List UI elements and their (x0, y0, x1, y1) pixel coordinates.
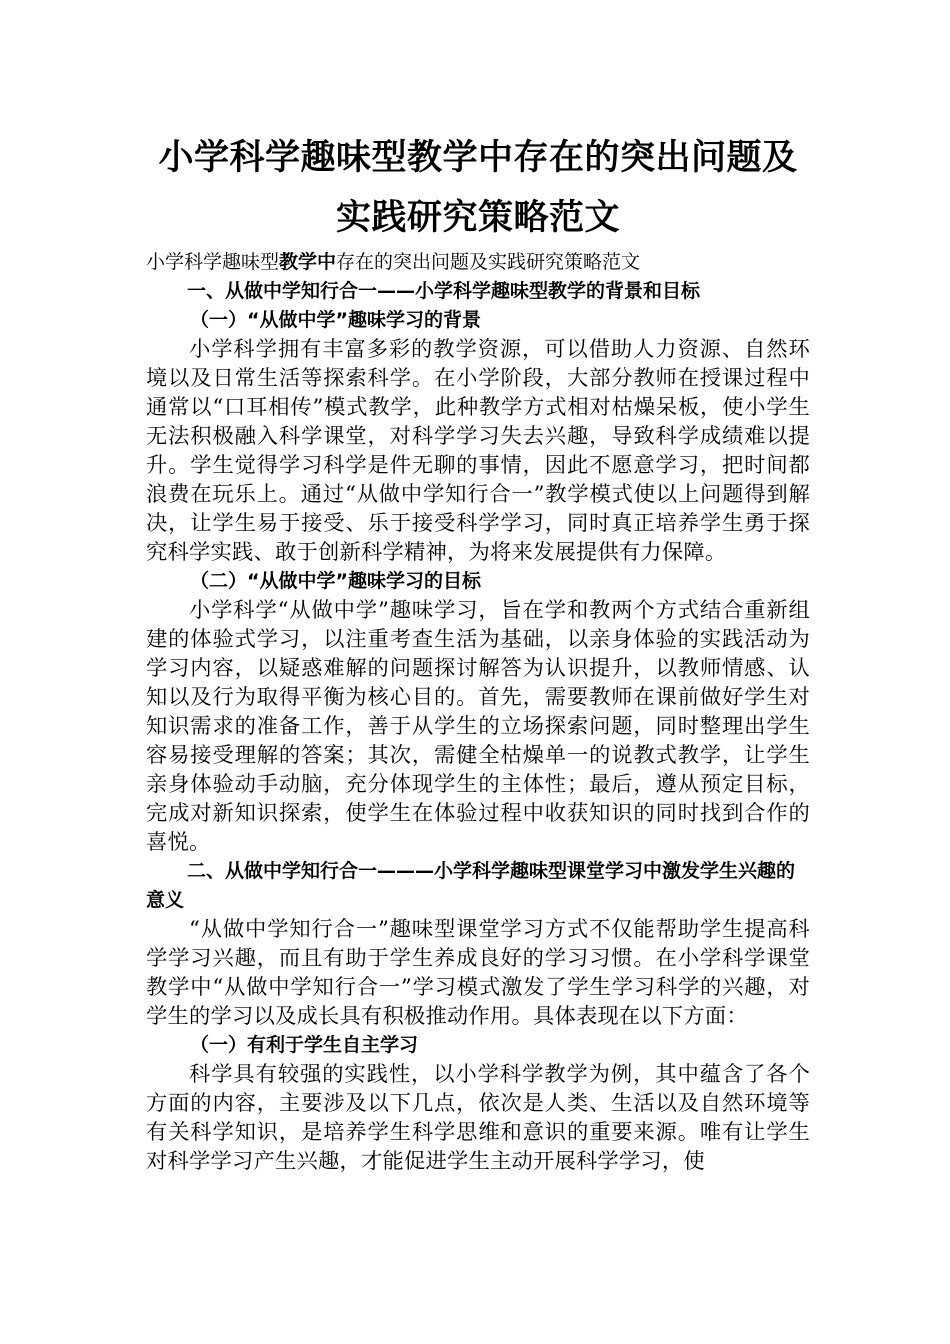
document-subtitle (146, 248, 810, 277)
section-1-paragraph-2: 小学科学“从做中学”趣味学习，旨在学和教两个方式结合重新组建的体验式学习，以注重考查生活为基础，以亲身体验的实践活动为学习内容，以疑惑难解的问题探讨解答为认识提升，以教师情感、认知以及行为取得平衡为核心目的。首先，需要教师在课前做好学生对知识需求的准备工作，善于从学生的立场探索问题，同时整理出学生容易接受理解的答案；其次，需健全枯燥单一的说教式教学，让学生亲身体验动手动脑，充分体现学生的主体性；最后，遵从预定目标，完成对新知识探索，使学生在体验过程中收获知识的同时找到合作的喜悦。 (146, 598, 810, 855)
section-2-paragraph-1: “从做中学知行合一”趣味型课堂学习方式不仅能帮助学生提高科学学习兴趣，而且有助于学生养成良好的学习习惯。在小学科学课堂教学中“从做中学知行合一”学习模式激发了学生学习科学的兴趣，对学生的学习以及成长具有积极推动作用。具体表现在以下方面： (146, 917, 810, 1029)
section-2-heading: 二、从做中学知行合一———小学科学趣味型课堂学习中激发学生兴趣的意义 (146, 860, 796, 911)
document-body (146, 128, 810, 1176)
section-1-subheading-2: （二）“从做中学”趣味学习的目标 (190, 570, 481, 592)
document-title-line-2: 实践研究策略范文 (335, 198, 620, 238)
subtitle-bold-text: 教学中 (279, 251, 337, 273)
section-1-paragraph-1: 小学科学拥有丰富多彩的教学资源，可以借助人力资源、自然环境以及日常生活等探索科学。在小学阶段，大部分教师在授课过程中通常以“口耳相传”模式教学，此种教学方式相对枯燥呆板，使小学生无法积极融入科学课堂，对科学学习失去兴趣，导致科学成绩难以提升。学生觉得学习科学是件无聊的事情，因此不愿意学习，把时间都浪费在玩乐上。通过“从做中学知行合一”教学模式使以上问题得到解决，让学生易于接受、乐于接受科学学习，同时真正培养学生勇于探究科学实践、敢于创新科学精神，为将来发展提供有力保障。 (146, 337, 810, 565)
subtitle-text-2: 存在的突出问题及实践研究策略范文 (336, 251, 641, 273)
section-2-paragraph-2: 科学具有较强的实践性，以小学科学教学为例，其中蕴含了各个方面的内容，主要涉及以下几点，依次是人类、生活以及自然环境等有关科学知识，是培养学生科学思维和意识的重要来源。唯有让学生对科学学习产生兴趣，才能促进学生主动开展科学学习，使 (146, 1062, 810, 1174)
document-title-line-1: 小学科学趣味型教学中存在的突出问题及 (158, 138, 798, 178)
section-1-heading: 一、从做中学知行合一——小学科学趣味型教学的背景和目标 (187, 280, 701, 302)
section-1-subheading-1: （一）“从做中学”趣味学习的背景 (190, 309, 481, 331)
section-2-subheading-1: （一）有利于学生自主学习 (190, 1034, 419, 1056)
subtitle-text-1: 小学科学趣味型 (146, 251, 280, 273)
